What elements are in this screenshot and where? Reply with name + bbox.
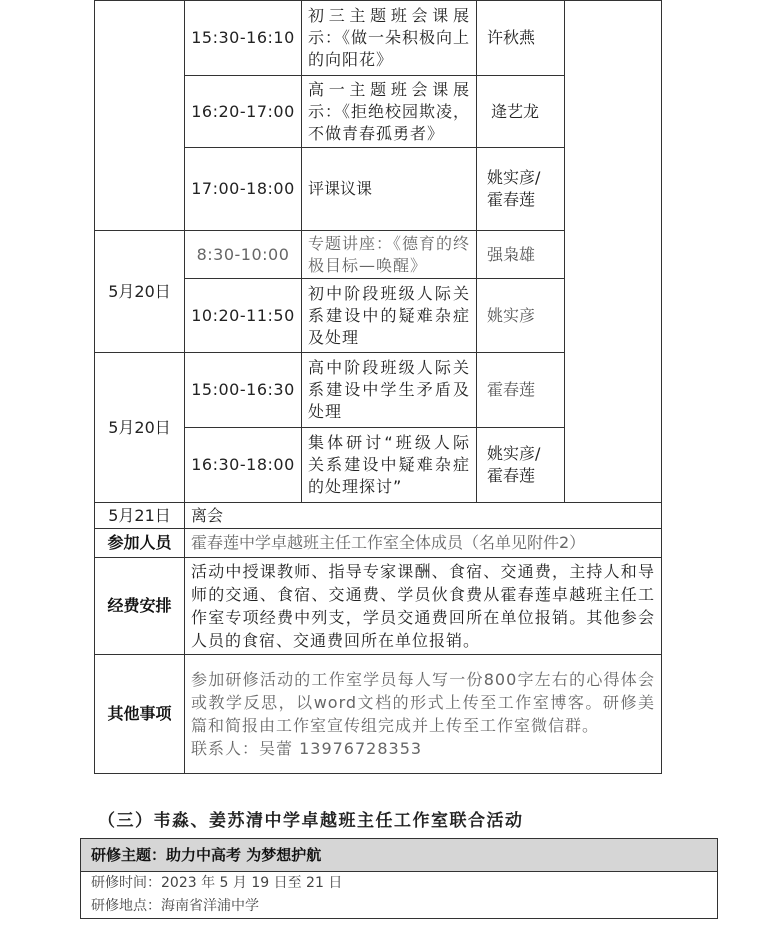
- content-cell: 评课议课: [302, 148, 477, 231]
- research-info-box: [80, 838, 718, 919]
- funding-text: 活动中授课教师、指导专家课酬、食宿、交通费，主持人和导师的交通、食宿、交通费、学员伙食费从霍春莲卓越班主任工作室专项经费中列支，学员交通费回所在单位报销。其他参会人员的食宿、交通费回所在单位报销。: [185, 558, 662, 655]
- other-cell: [185, 655, 662, 774]
- schedule-table: [94, 0, 662, 774]
- extra-cell: [565, 1, 662, 503]
- research-theme: 研修主题：助力中高考 为梦想护航: [81, 839, 717, 872]
- speaker-cell: 逄艺龙: [477, 76, 565, 148]
- speaker-cell: 姚实彦: [477, 279, 565, 353]
- section-heading: （三）韦淼、姜苏清中学卓越班主任工作室联合活动: [98, 811, 524, 831]
- participants-label: 参加人员: [95, 529, 185, 558]
- speaker-cell: 强枭雄: [477, 231, 565, 279]
- contact-line: 联系人：吴蕾 13976728353: [191, 739, 423, 758]
- time-cell: 17:00-18:00: [185, 148, 302, 231]
- content-cell: 初三主题班会课展示：《做一朵积极向上的向阳花》: [302, 1, 477, 76]
- date-cell-continued: [95, 1, 185, 231]
- time-cell: 10:20-11:50: [185, 279, 302, 353]
- funding-row: [95, 558, 662, 655]
- other-row: [95, 655, 662, 774]
- content-cell: 集体研讨“班级人际关系建设中疑难杂症的处理探讨”: [302, 428, 477, 503]
- date-cell: 5月20日: [95, 353, 185, 503]
- content-cell: 高中阶段班级人际关系建设中学生矛盾及处理: [302, 353, 477, 428]
- content-cell: 高一主题班会课展示：《拒绝校园欺凌，不做青春孤勇者》: [302, 76, 477, 148]
- time-cell: 8:30-10:00: [185, 231, 302, 279]
- other-label: 其他事项: [95, 655, 185, 774]
- schedule-table-container: [94, 0, 662, 774]
- time-cell: 15:30-16:10: [185, 1, 302, 76]
- date-cell: 5月20日: [95, 231, 185, 353]
- time-cell: 15:00-16:30: [185, 353, 302, 428]
- participants-row: [95, 529, 662, 558]
- research-place: 研修地点：海南省洋浦中学: [91, 898, 259, 914]
- content-cell: 专题讲座：《德育的终极目标—唤醒》: [302, 231, 477, 279]
- participants-text: 霍春莲中学卓越班主任工作室全体成员（名单见附件2）: [185, 529, 662, 558]
- table-row: [95, 1, 662, 76]
- speaker-cell: 许秋燕: [477, 1, 565, 76]
- speaker-cell: 霍春莲: [477, 353, 565, 428]
- content-cell: 离会: [185, 503, 662, 529]
- time-cell: 16:30-18:00: [185, 428, 302, 503]
- speaker-cell: 姚实彦/霍春莲: [477, 148, 565, 231]
- research-time: 研修时间：2023 年 5 月 19 日至 21 日: [91, 875, 343, 891]
- time-cell: 16:20-17:00: [185, 76, 302, 148]
- speaker-cell: 姚实彦/霍春莲: [477, 428, 565, 503]
- funding-label: 经费安排: [95, 558, 185, 655]
- table-row: [95, 503, 662, 529]
- other-text: 参加研修活动的工作室学员每人写一份800字左右的心得体会或教学反思，以word文档的形式上传至工作室博客。研修美篇和简报由工作室宣传组完成并上传至工作室微信群。: [191, 670, 655, 735]
- content-cell: 初中阶段班级人际关系建设中的疑难杂症及处理: [302, 279, 477, 353]
- date-cell: 5月21日: [95, 503, 185, 529]
